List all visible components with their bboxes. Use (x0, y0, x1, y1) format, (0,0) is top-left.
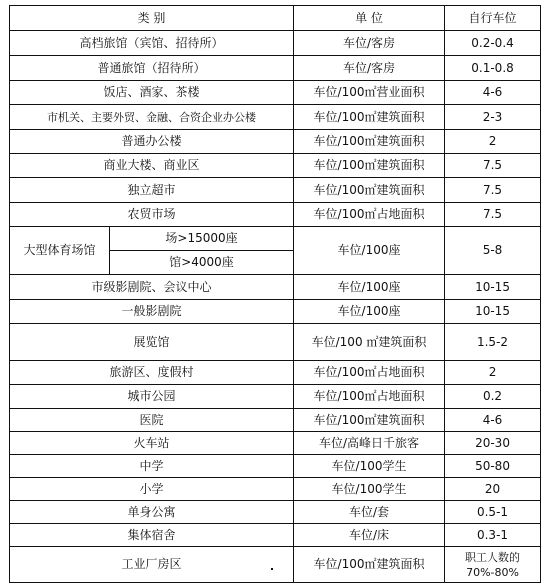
row-category: 市级影剧院、会议中心 (10, 275, 294, 300)
table-row (10, 478, 541, 501)
row-value: 0.2-0.4 (445, 31, 541, 56)
row-unit: 车位/100㎡营业面积 (294, 81, 445, 105)
row-value: 2 (445, 361, 541, 385)
table-row (10, 130, 541, 154)
row-value: 2-3 (445, 105, 541, 130)
row-value: 7.5 (445, 203, 541, 227)
stadium-value: 5-8 (445, 227, 541, 275)
row-unit: 车位/100学生 (294, 478, 445, 501)
table-row (10, 361, 541, 385)
row-value: 7.5 (445, 154, 541, 178)
row-category: 集体宿舍 (10, 524, 294, 547)
row-category: 城市公园 (10, 385, 294, 409)
table-row (10, 31, 541, 56)
row-unit: 车位/100座 (294, 275, 445, 300)
table-row (10, 455, 541, 478)
row-category: 高档旅馆（宾馆、招待所） (10, 31, 294, 56)
row-category: 医院 (10, 409, 294, 432)
row-category: 饭店、酒家、茶楼 (10, 81, 294, 105)
table-row (10, 432, 541, 455)
header-value: 自行车位 (445, 6, 541, 31)
row-category: 普通办公楼 (10, 130, 294, 154)
row-unit: 车位/100㎡建筑面积 (294, 547, 445, 583)
row-unit: 车位/套 (294, 501, 445, 524)
row-unit: 车位/100㎡占地面积 (294, 385, 445, 409)
table-row (10, 547, 541, 583)
stray-mark (271, 568, 273, 570)
table-row (10, 409, 541, 432)
header-unit: 单 位 (294, 6, 445, 31)
row-value: 20-30 (445, 432, 541, 455)
stadium-sub-field: 场>15000座 (110, 227, 294, 251)
row-unit: 车位/100㎡占地面积 (294, 203, 445, 227)
row-category: 商业大楼、商业区 (10, 154, 294, 178)
table-header-row (10, 6, 541, 31)
table-row (10, 154, 541, 178)
row-value: 0.2 (445, 385, 541, 409)
table-row (10, 81, 541, 105)
table-row (10, 105, 541, 130)
row-unit: 车位/100学生 (294, 455, 445, 478)
row-category: 一般影剧院 (10, 300, 294, 324)
row-category: 市机关、主要外贸、金融、合资企业办公楼 (10, 105, 294, 130)
table-row (10, 501, 541, 524)
row-value: 0.3-1 (445, 524, 541, 547)
row-value: 0.1-0.8 (445, 56, 541, 81)
table-row (10, 385, 541, 409)
stadium-category: 大型体育场馆 (10, 227, 110, 275)
table-row (10, 56, 541, 81)
row-unit: 车位/100㎡建筑面积 (294, 105, 445, 130)
header-category: 类 别 (10, 6, 294, 31)
row-value: 2 (445, 130, 541, 154)
parking-standard-table-container (9, 5, 541, 583)
row-category: 农贸市场 (10, 203, 294, 227)
row-category: 单身公寓 (10, 501, 294, 524)
row-category: 旅游区、度假村 (10, 361, 294, 385)
row-category: 小学 (10, 478, 294, 501)
row-category: 火车站 (10, 432, 294, 455)
row-unit: 车位/客房 (294, 56, 445, 81)
table-row (10, 203, 541, 227)
row-value: 1.5-2 (445, 324, 541, 361)
table-row (10, 275, 541, 300)
row-value: 50-80 (445, 455, 541, 478)
stadium-sub-hall: 馆>4000座 (110, 251, 294, 275)
row-unit: 车位/100 ㎡建筑面积 (294, 324, 445, 361)
row-unit: 车位/高峰日千旅客 (294, 432, 445, 455)
row-value: 职工人数的70%-80% (445, 547, 541, 583)
row-unit: 车位/客房 (294, 31, 445, 56)
bicycle-parking-table (9, 5, 541, 583)
row-unit: 车位/100㎡占地面积 (294, 361, 445, 385)
row-unit: 车位/100㎡建筑面积 (294, 130, 445, 154)
row-value: 0.5-1 (445, 501, 541, 524)
row-value: 7.5 (445, 178, 541, 203)
row-value: 10-15 (445, 300, 541, 324)
row-unit: 车位/床 (294, 524, 445, 547)
row-category: 中学 (10, 455, 294, 478)
row-category: 展览馆 (10, 324, 294, 361)
table-row (10, 178, 541, 203)
table-row (10, 300, 541, 324)
row-category: 工业厂房区 (10, 547, 294, 583)
row-category: 独立超市 (10, 178, 294, 203)
row-value: 4-6 (445, 81, 541, 105)
table-row-stadium (10, 227, 541, 251)
row-unit: 车位/100座 (294, 300, 445, 324)
row-unit: 车位/100㎡建筑面积 (294, 154, 445, 178)
row-category: 普通旅馆（招待所） (10, 56, 294, 81)
row-value: 20 (445, 478, 541, 501)
table-row (10, 324, 541, 361)
row-value: 10-15 (445, 275, 541, 300)
row-value: 4-6 (445, 409, 541, 432)
row-unit: 车位/100㎡建筑面积 (294, 409, 445, 432)
table-row (10, 524, 541, 547)
stadium-unit: 车位/100座 (294, 227, 445, 275)
row-unit: 车位/100㎡建筑面积 (294, 178, 445, 203)
